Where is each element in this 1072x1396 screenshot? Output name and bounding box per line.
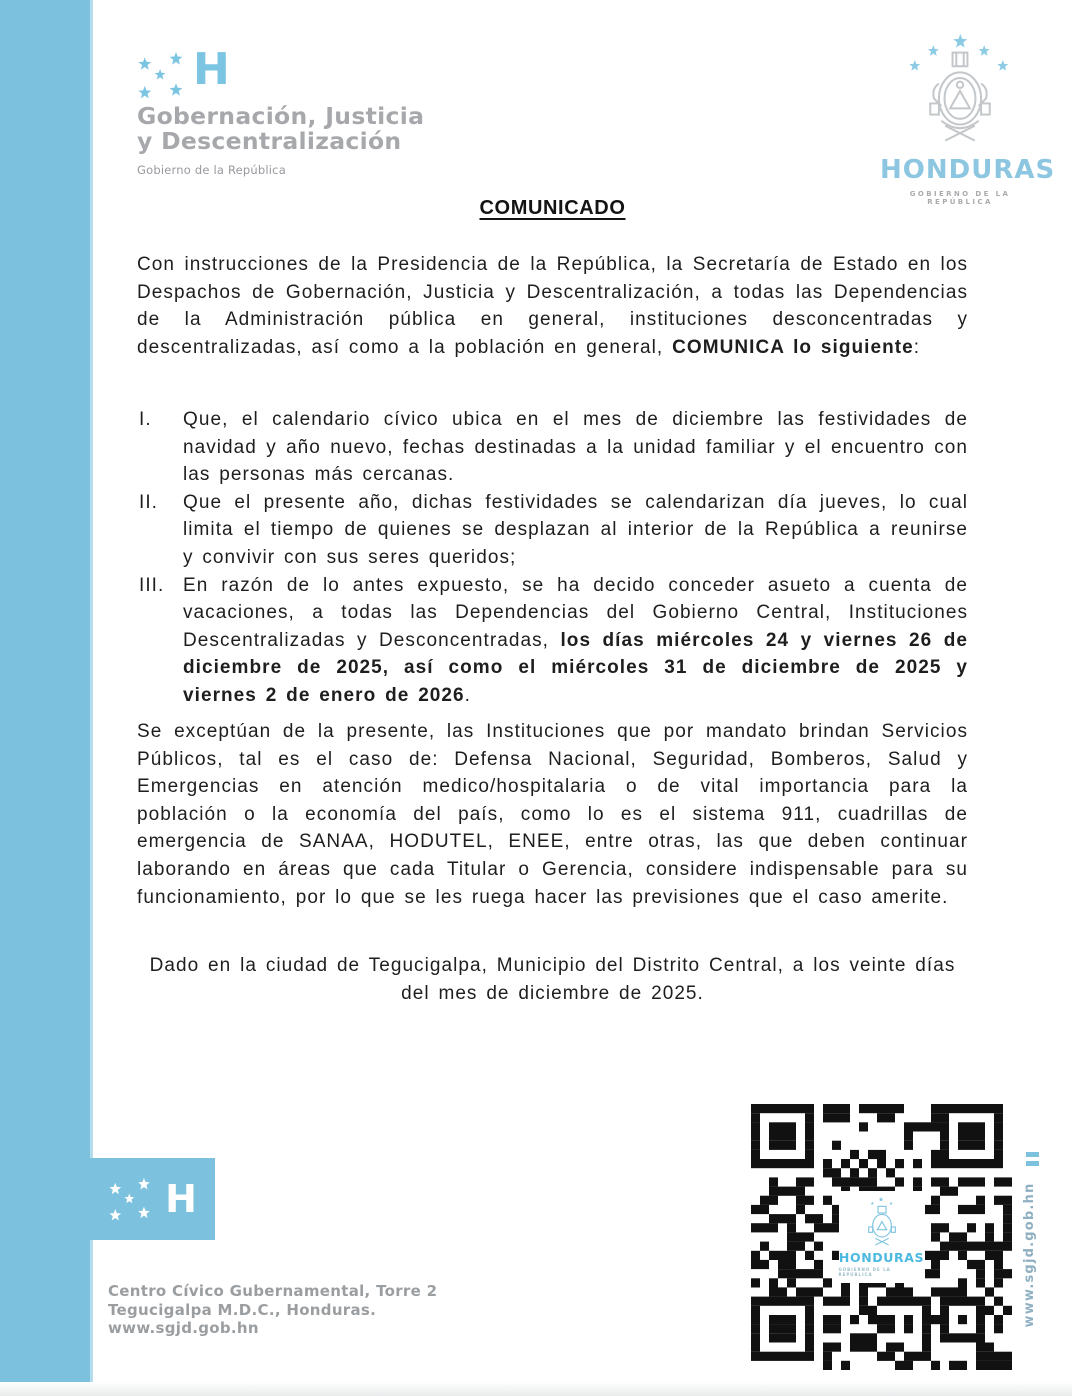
url-bars-icon (1026, 1152, 1040, 1170)
footer-address (108, 1282, 437, 1338)
qr-coat-of-arms-icon (865, 1197, 899, 1249)
item-3-suffix: . (464, 684, 472, 706)
address-line-3: www.sgjd.gob.hn (108, 1319, 259, 1337)
ministry-subtitle: Gobierno de la República (137, 163, 286, 177)
address-line-1: Centro Cívico Gubernamental, Torre 2 (108, 1282, 438, 1300)
item-text (183, 406, 968, 489)
bottom-edge-band (0, 1382, 1072, 1396)
exceptions-paragraph: Se exceptúan de la presente, las Instituciones que por mandato brindan Servicios Públicos, tal es el caso de: Defensa Nacional, Seguridad, Bomberos, Salud y Emergencias en atención medico/hospitalaria o de vital importancia para la población o la economía del país, como lo es el sistema 911, cuadrillas de emergencia de SANAA, HODUTEL, ENEE, entre otras, las que deben continuar laborando en áreas que cada Titular o Gerencia, considere indispensable para su funcionamiento, por lo que se les ruega hacer las previsiones que el caso amerite. (137, 721, 968, 908)
intro-paragraph (137, 251, 968, 361)
item-3-bold-dates: los días miércoles 24 y viernes 26 de diciembre de 2025, así como el miércoles 31 de diciembre de 2025 y viernes 2 de enero de 2026 (183, 629, 969, 706)
intro-bold-text: COMUNICA lo siguiente (672, 336, 914, 358)
item-numeral: III. (139, 574, 165, 596)
item-1-text: Que, el calendario cívico ubica en el mes de diciembre las festividades de navidad y año nuevo, fechas destinadas a la unidad familiar y el encuentro con las personas más cercanas. (183, 409, 968, 486)
qr-code (751, 1104, 1012, 1370)
footer-h-monogram-icon: H (165, 1177, 197, 1221)
qr-center-logo (839, 1191, 925, 1283)
closing-paragraph: Dado en la ciudad de Tegucigalpa, Municipio del Distrito Central, a los veinte días del mes de diciembre de 2025. (149, 955, 956, 1004)
address-line-2: Tegucigalpa M.D.C., Honduras. (108, 1300, 377, 1319)
item-numeral: II. (139, 491, 158, 513)
ministry-name-line1: Gobernación, Justicia (137, 102, 425, 130)
left-accent-bar (0, 0, 93, 1390)
list-item (137, 406, 968, 489)
item-3-text: En razón de lo antes expuesto, se ha decido conceder asueto a cuenta de vacaciones, a todas las Dependencias del Gobierno Central, Instituciones Descentralizadas y Desconcentradas, (183, 574, 968, 651)
qr-country-tagline: GOBIERNO DE LA REPÚBLICA (838, 1267, 891, 1277)
footer-logo-box (90, 1158, 215, 1240)
list-item (137, 572, 968, 710)
h-monogram-icon: H (193, 44, 230, 95)
document-title: COMUNICADO (479, 197, 626, 219)
honduras-tagline: GOBIERNO DE LA REPÚBLICA (909, 190, 1011, 206)
list-item (137, 489, 968, 572)
footer-stars-icon (108, 1178, 156, 1221)
qr-country-label: HONDURAS (838, 1250, 925, 1265)
intro-suffix: : (913, 336, 921, 358)
numbered-list (137, 406, 968, 710)
honduras-wordmark: HONDURAS (880, 155, 1056, 185)
ministry-name-line2: y Descentralización (137, 127, 402, 155)
item-text (183, 572, 968, 710)
vertical-website-url: www.sgjd.gob.hn (1022, 1182, 1037, 1328)
intro-text: Con instrucciones de la Presidencia de la República, la Secretaría de Estado en los Despachos de Gobernación, Justicia y Descentralización, a todas las Dependencias de la Administración pública en general, instituciones desconcentradas y descentralizadas, así como a la población en general, (137, 254, 968, 358)
item-2-text: Que el presente año, dichas festividades se calendarizan día jueves, lo cual limita el tiempo de quienes se desplazan al interior de la República a reunirse y convivir con sus seres queridos; (183, 491, 968, 568)
item-numeral: I. (139, 409, 152, 430)
item-text (183, 489, 968, 572)
